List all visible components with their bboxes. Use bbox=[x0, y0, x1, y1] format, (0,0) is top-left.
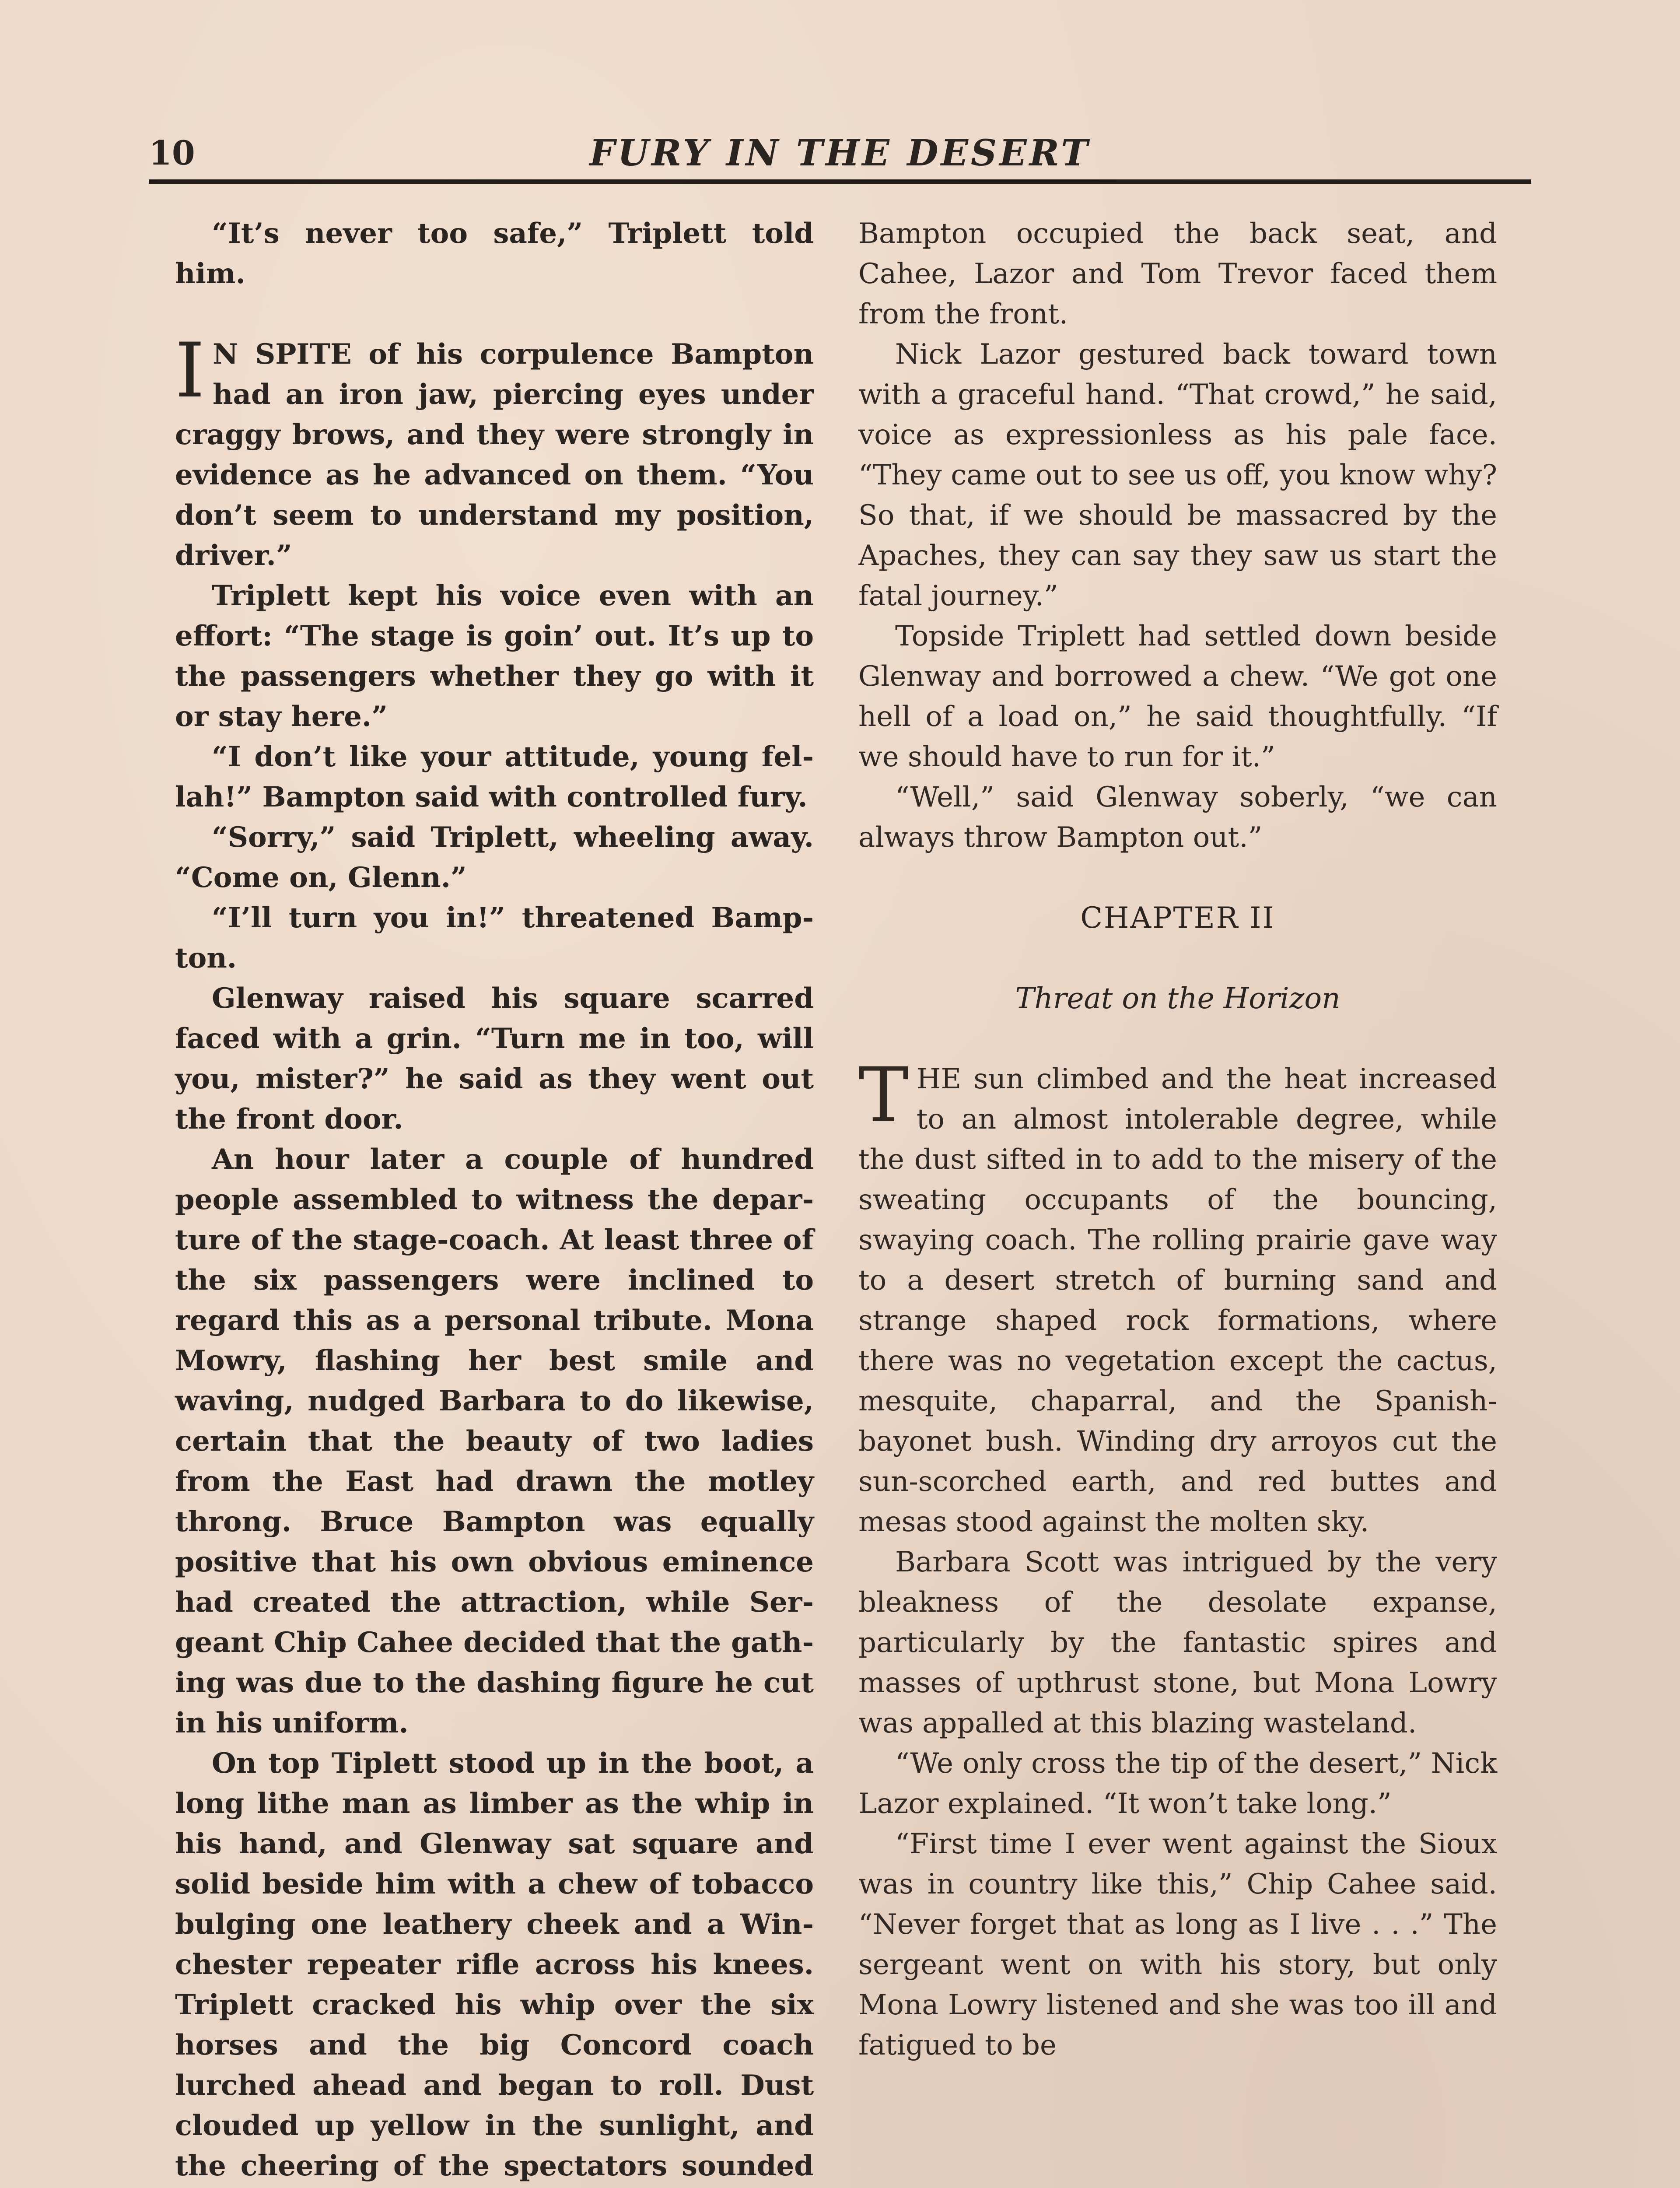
paragraph: “Sorry,” said Triplett, wheeling away. “Come on, Glenn.” bbox=[175, 821, 814, 894]
paragraph-text: N SPITE of his corpulence Bampton had an iron jaw, piercing eyes under craggy brows, and they were strongly in evidence as he advanced on them. “You don’t seem to understand my position, driver.” bbox=[175, 338, 814, 572]
paragraph: Bampton occupied the back seat, and Cahee, Lazor and Tom Trevor faced them from the front. bbox=[858, 217, 1497, 330]
paragraph: “I’ll turn you in!” threatened Bampton. bbox=[175, 901, 814, 975]
paragraph: Nick Lazor gestured back toward town with a graceful hand. “That crowd,” he said, voice as expressionless as his pale face. “They came out to see us off, you know why? So that, if we should be massacred by the Apaches, they can say they saw us start the fatal journey.” bbox=[858, 338, 1497, 612]
right-column bbox=[858, 214, 1497, 2065]
paragraph-dropcap bbox=[175, 326, 814, 576]
chapter-subtitle: Threat on the Horizon bbox=[1015, 982, 1340, 1015]
paragraph-text: HE sun climbed and the heat increased to an almost intolerable degree, while the dust sifted in to add to the misery of the sweating occupants of the bouncing, swaying coach. The rolling prairie gave way to a desert stretch of burning sand and strange shaped rock formations, where there was no vegetation except the cactus, mesquite, chaparral, and the Spanishbayonet bush. Winding dry arroyos cut the sun-scorched earth, and red buttes and mesas stood against the molten sky. bbox=[858, 1063, 1497, 1538]
header-rule bbox=[149, 179, 1531, 184]
paragraph: Topside Triplett had settled down beside Glenway and borrowed a chew. “We got one hell of a load on,” he said thoughtfully. “If we should have to run for it.” bbox=[858, 620, 1497, 773]
running-header bbox=[149, 117, 1531, 183]
paragraph: On top Tiplett stood up in the boot, a long lithe man as limber as the whip in his hand, and Glenway sat square and solid beside him with a chew of tobacco bulging one leathery cheek and a Winchester repeater rifle across his knees. Triplett cracked his whip over the six horses and the big Concord coach lurched ahead and began to roll. Dust clouded up yellow in the sunlight, and the cheering of the spectators sounded bbox=[175, 1747, 814, 2182]
paragraph: “Well,” said Glenway soberly, “we can always throw Bampton out.” bbox=[858, 781, 1497, 854]
paragraph-dropcap bbox=[858, 1051, 1497, 1542]
drop-cap: I bbox=[175, 326, 205, 414]
chapter-heading: CHAPTER II bbox=[1080, 901, 1275, 935]
page-number: 10 bbox=[149, 133, 195, 172]
drop-cap: T bbox=[858, 1051, 909, 1139]
paragraph: Triplett kept his voice even with an effort: “The stage is goin’ out. It’s up to the passengers whether they go with it or stay here.” bbox=[175, 579, 814, 733]
paragraph: An hour later a couple of hundred people assembled to witness the departure of the stage-coach. At least three of the six passengers were inclined to regard this as a personal tribute. Mona Mowry, flashing her best smile and waving, nudged Barbara to do likewise, certain that the beauty of two ladies from the East had drawn the motley throng. Bruce Bampton was equally positive that his own obvious eminence had created the attraction, while Sergeant Chip Cahee decided that the gathing was due to the dashing figure he cut in his uniform. bbox=[175, 1143, 814, 1739]
book-title: FURY IN THE DESERT bbox=[589, 132, 1091, 174]
left-column bbox=[175, 214, 814, 2188]
paragraph: “We only cross the tip of the desert,” Nick Lazor explained. “It won’t take long.” bbox=[858, 1747, 1497, 1820]
paragraph: “I don’t like your attitude, young fellah!” Bampton said with controlled fury. bbox=[175, 740, 814, 813]
paragraph: “It’s never too safe,” Triplett told him. bbox=[175, 217, 814, 290]
paragraph: “First time I ever went against the Sioux was in country like this,” Chip Cahee said. “Never forget that as long as I live . . .” The sergeant went on with his story, but only Mona Lowry listened and she was too ill and fatigued to be bbox=[858, 1828, 1497, 2062]
paragraph: Barbara Scott was intrigued by the very bleakness of the desolate expanse, particularly by the fantastic spires and masses of upthrust stone, but Mona Lowry was appalled at this blazing wasteland. bbox=[858, 1546, 1497, 1739]
paragraph: Glenway raised his square scarred faced with a grin. “Turn me in too, will you, mister?” he said as they went out the front door. bbox=[175, 982, 814, 1136]
